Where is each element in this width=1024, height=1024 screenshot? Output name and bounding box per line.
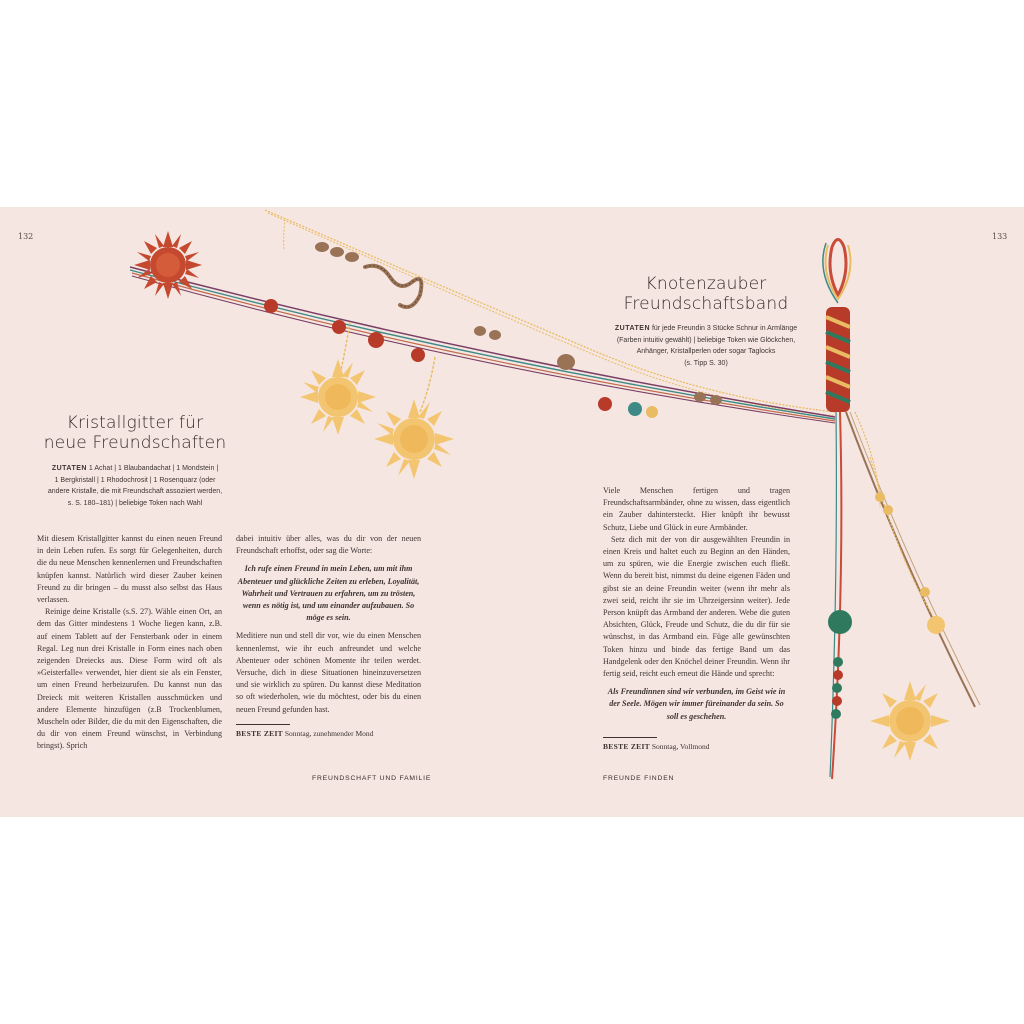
page-number: 133	[992, 232, 1008, 241]
spell-text: Ich rufe einen Freund in mein Leben, um mit ihm Abenteuer und glückliche Zeiten zu erleben, Loyalität, Wahrheit und Vertrauen zu erfahren, um zu trösten, wenn es nötig ist, und um einander aufzubauen. So möge es sein.	[237, 564, 420, 623]
book-spread	[0, 207, 1024, 817]
crescent-moon-icon	[873, 573, 896, 606]
gold-sun-icon	[374, 399, 454, 479]
page-title	[596, 274, 816, 314]
ingredients-line: (s. Tipp S. 30)	[684, 359, 728, 367]
text-column-1	[37, 533, 222, 753]
ingredients-line: 1 Achat | 1 Blaubandachat | 1 Mondstein |	[88, 465, 219, 472]
ingredients	[596, 323, 816, 369]
crescent-moon-icon	[869, 539, 884, 563]
gold-sun-icon	[300, 359, 376, 435]
divider	[236, 724, 290, 725]
footer: FREUNDE FINDEN	[603, 775, 675, 782]
spell-text: Als Freundinnen sind wir verbunden, im Geist wie in der Seele. Mögen wir immer füreinander da sein. So soll es geschehen.	[607, 687, 786, 721]
best-time-label: BESTE ZEIT	[236, 728, 283, 738]
paragraph: Meditiere nun und stell dir vor, wie du einen Menschen kennenlernst, wie ihr euch anfreundet und welche Abenteuer oder schönen Momente ihr teilen werdet. Versuche, dich in diese Situationen hineinzuversetzen und sie wirklich zu spüren. Du kannst diese Meditation so oft wiederholen, wie du möchtest, oder bis du einen neuen Freund gefunden hast.	[236, 631, 421, 714]
title-line: Knotenzauber	[645, 274, 767, 294]
page-number: 132	[18, 232, 34, 241]
woven-knot	[823, 240, 851, 413]
gold-sun-icon	[870, 681, 950, 761]
paragraph: Setz dich mit der von dir ausgewählten Freundin in einen Kreis und haltet euch zu Beginn an den Händen, um zu spüren, wie die Energie zwischen euch fließt. Wenn du bereit bist, nimmst du deine eigenen Fäden und gibst sie an deine Freundin weiter (wenn ihr mehr als zwei seid, reicht ihr sie im Uhrzeigersinn weiter). Jede Person knüpft das Armband der anderen. Webe die guten Absichten, Glück, Freude und Schutz, die du dir für sie wünschst, in das Armband ein. Füge alle gewünschten Token hinzu und binde das fertige Band um das Handgelenk oder den Knöchel deiner Freundin. Wenn ihr fertig seid, reicht euch erneut die Hände und sprecht:	[603, 534, 790, 679]
ingredients-label: ZUTATEN	[51, 465, 87, 472]
paragraph: Viele Menschen fertigen und tragen Freundschaftsarmbänder, ohne zu wissen, dass eigentlich ein Zauber dahintersteckt. Hier knüpft ihr bewusst Schutz, Liebe und Glück in eure Armbänder.	[603, 486, 790, 532]
red-sun-icon	[134, 231, 202, 299]
ingredients-line: (Farben intuitiv gewählt) | beliebige Token wie Glöckchen,	[616, 336, 796, 344]
footer: FREUNDSCHAFT UND FAMILIE	[312, 775, 432, 782]
ingredients	[30, 463, 240, 509]
best-time-label: BESTE ZEIT	[603, 741, 650, 751]
ingredients-line: 1 Bergkristall | 1 Rhodochrosit | 1 Rosenquarz (oder	[54, 476, 216, 484]
best-time	[603, 741, 790, 753]
crescent-moon-icon	[274, 247, 292, 274]
title-line: Freundschaftsband	[623, 294, 789, 314]
ingredients-line: s. S. 180–181) | beliebige Token nach Wahl	[67, 499, 203, 507]
divider	[603, 737, 657, 738]
paragraph: Reinige deine Kristalle (s.S. 27). Wähle einen Ort, an dem das Gitter mindestens 1 Woche liegen kann, z.B. auf einem Tablett auf der Fensterbank oder in einem Regal. Leg nun drei Kristalle in Form eines nach oben zeigenden Dreiecks aus. Diese Form wird oft als »Geisterfalle« verwendet, hier dient sie als ein Fenster, um einen Freund herbeizurufen. Du kannst nun das Dreieck mit weiteren Kristallen ausschmücken und andere Elemente hinzufügen (z.B Trockenblumen, Muscheln oder Bilder, die du mit den Eigenschaften, die du dir von einem Freund wünschst, in Verbindung bringst). Sprich	[37, 607, 222, 751]
text-column-2	[236, 533, 421, 740]
page-title	[30, 413, 240, 453]
snake-charm-icon	[365, 266, 421, 307]
paragraph: Mit diesem Kristallgitter kannst du einen neuen Freund in dein Leben rufen. Es sorgt für Gelegenheiten, durch die du neue Menschen kennenlernen und Freundschaften knüpfen kannst. Natürlich wird dieser Zauber keinen Freund zu dir bringen – du musst also selbst das Haus verlassen.	[37, 534, 222, 605]
best-time-value: Sonntag, Vollmond	[651, 741, 710, 751]
title-line: Kristallgitter für	[66, 413, 204, 433]
ingredients-line: Anhänger, Kristallperlen oder sogar Taglocks	[636, 348, 776, 355]
best-time	[236, 728, 421, 740]
ingredients-line: für jede Freundin 3 Stücke Schnur in Armlänge	[651, 325, 798, 332]
title-line: neue Freundschaften	[43, 433, 227, 453]
ingredients-line: andere Kristalle, die mit Freundschaft assoziiert werden,	[47, 488, 223, 495]
best-time-value: Sonntag, zunehmender Mond	[284, 728, 374, 738]
paragraph: dabei intuitiv über alles, was du dir von der neuen Freundschaft erhoffst, oder sag die Worte:	[236, 534, 421, 556]
ingredients-label: ZUTATEN	[614, 325, 651, 332]
text-column-3	[603, 485, 790, 753]
